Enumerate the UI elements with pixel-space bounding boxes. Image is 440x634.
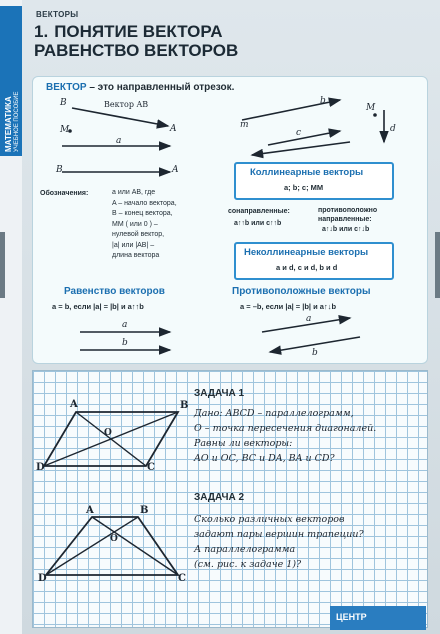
equality-formula: a = b, если |a| = |b| и a↑↑b (52, 302, 144, 311)
label-vector-d: d (390, 124, 396, 134)
label-a: A (170, 124, 177, 134)
task2-line-4: (см. рис. к задаче 1)? (194, 559, 302, 570)
collinear-heading: Коллинеарные векторы (250, 167, 364, 178)
opposite-label-b: b (312, 348, 318, 358)
task2-line-2: задают пары вершин трапеции? (194, 529, 364, 540)
subject-text: МАТЕМАТИКА (4, 96, 13, 152)
task2-vertex-c: C (178, 573, 186, 584)
task1-vertex-d: D (36, 462, 45, 473)
task1-vertex-a: A (70, 399, 78, 410)
opposite-dir-formula: a↑↓b или c↑↓b (322, 226, 370, 233)
label-vector-m: m (240, 120, 249, 130)
task2-diagonal-bd (46, 517, 138, 575)
label-m-point: M (60, 125, 70, 135)
label-vector-c: c (296, 128, 302, 138)
task1-line-3: Равны ли векторы: (194, 438, 293, 449)
task2-heading: ЗАДАЧА 2 (194, 492, 245, 503)
task1-line-4: AO и OC, BC и DA, BA и CD? (194, 453, 335, 464)
label-m-right: M (366, 103, 376, 113)
task2-line-3: А параллелограмма (194, 544, 296, 555)
notation-line-2: A – начало вектора, (112, 199, 177, 207)
task2-vertex-d: D (38, 573, 47, 584)
task1-vertex-c: C (147, 462, 155, 473)
notation-line-3: B – конец вектора, (112, 210, 173, 217)
notation-line-7: длина вектора (112, 252, 160, 259)
equality-heading: Равенство векторов (64, 286, 165, 297)
task1-heading: ЗАДАЧА 1 (194, 388, 245, 399)
task2-vertex-b: B (140, 505, 149, 516)
title-line-1: ПОНЯТИЕ ВЕКТОРА (54, 22, 223, 41)
notation-line-5: нулевой вектор, (112, 231, 165, 238)
opposite-dir-heading: противоположно направленные: (318, 207, 378, 223)
title-line-2: РАВЕНСТВО ВЕКТОРОВ (34, 41, 239, 60)
subject-subtitle: УЧЕБНОЕ ПОСОБИЕ (14, 91, 20, 152)
codirected-heading: сонаправленные: (228, 208, 290, 215)
collinear-formula: a; b; c; MM (284, 183, 324, 192)
task2-trapezoid (46, 517, 178, 575)
label-vector-b: b (320, 96, 326, 106)
label-vector-a: a (116, 136, 122, 146)
notation-line-6: |a| или |AB| – (112, 241, 155, 249)
label-vector-ab: Вектор AB (104, 100, 149, 109)
definition-text: – это направленный отрезок. (86, 82, 235, 93)
task1-diagonal-bd (44, 412, 178, 466)
logo-text: ЦЕНТР (336, 612, 367, 622)
notation-line-1: a или AB, где (112, 189, 156, 196)
task2-line-1: Сколько различных векторов (194, 514, 345, 525)
label-b: B (60, 98, 67, 108)
task1-line-2: O – точка пересечения диагоналей. (194, 423, 377, 434)
opposite-formula: a = –b, если |a| = |b| и a↑↓b (240, 302, 337, 311)
notation-line-4: MM ( или 0 ) – (112, 220, 158, 228)
notation-heading: Обозначения: (40, 190, 89, 197)
opposite-label-a: a (306, 314, 312, 324)
noncollinear-formula: a и d, c и d, b и d (276, 263, 338, 272)
task2-center-o: O (110, 534, 118, 544)
codirected-formula: a↑↑b или c↑↑b (234, 220, 282, 227)
publisher-logo (330, 606, 426, 630)
definition-term: ВЕКТОР (46, 82, 87, 93)
task2-diagonal-ac (92, 517, 178, 575)
task1-line-1: Дано: ABCD – параллелограмм, (194, 408, 354, 419)
equality-label-b: b (122, 338, 128, 348)
series-label: ВЕКТОРЫ (36, 10, 79, 19)
label-a-2: A (172, 165, 179, 175)
task1-center-o: O (104, 428, 112, 438)
task1-vertex-b: B (180, 400, 189, 411)
task2-vertex-a: A (86, 505, 94, 516)
opposite-heading: Противоположные векторы (232, 286, 371, 297)
label-b-2: B (56, 165, 63, 175)
title-number: 1. (34, 22, 49, 41)
equality-label-a: a (122, 320, 128, 330)
task1-text (194, 406, 376, 466)
task2-text (194, 512, 364, 572)
noncollinear-heading: Неколлинеарные векторы (244, 247, 369, 258)
